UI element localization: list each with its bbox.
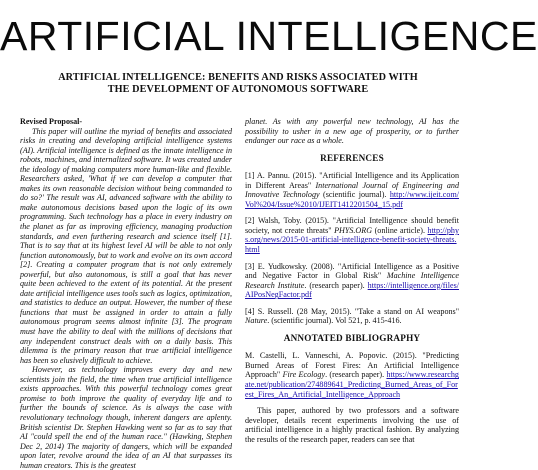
reference-2-link[interactable]: http://phys.org/news/2015-01-artificial-intelligence-benefit-society-threats.html bbox=[245, 225, 459, 255]
paper-title-line-2: THE DEVELOPMENT OF AUTONOMOUS SOFTWARE bbox=[107, 84, 369, 95]
annotated-bibliography-heading: ANNOTATED BIBLIOGRAPHY bbox=[283, 332, 421, 343]
left-column bbox=[20, 117, 232, 470]
reference-4-text: [4] S. Russell. (28 May, 2015). "Take a stand on AI weapons" bbox=[245, 306, 459, 316]
reference-3-journal: Machine Intelligence Research Institute bbox=[245, 271, 459, 290]
annotated-entry bbox=[245, 351, 459, 399]
reference-4-after: . (scientific journal). Vol 521, p. 415-416. bbox=[267, 316, 402, 326]
reference-2 bbox=[245, 216, 459, 254]
proposal-label: Revised Proposal- bbox=[20, 117, 83, 126]
annotated-summary: This paper, authored by two professors and a software developer, details recent experiments involving the use of artificial intelligence in a highly practical fashion. By analyzing the results of the research paper, readers can see that bbox=[245, 406, 459, 444]
reference-3-after: . (research paper). bbox=[304, 280, 365, 290]
annotated-entry-link[interactable]: https://www.researchgate.net/publication/274889641_Predicting_Burned_Areas_of_Forest_Fires_An_Artificial_Intelligence_Approach bbox=[245, 370, 459, 399]
right-column bbox=[245, 117, 459, 444]
reference-1-link[interactable]: http://www.ijeit.com/Vol%204/Issue%2010/IJEIT1412201504_15.pdf bbox=[245, 190, 459, 209]
reference-3-text: [3] E. Yudkowsky. (2008). "Artificial Intelligence as a Positive and Negative Factor in Global Risk" bbox=[245, 261, 459, 281]
page-banner: ARTIFICIAL INTELLIGENCE bbox=[0, 13, 538, 59]
paper-title-line-1: ARTIFICIAL INTELLIGENCE: BENEFITS AND RISKS ASSOCIATED WITH bbox=[58, 72, 418, 83]
paper-title bbox=[20, 72, 456, 96]
reference-2-text: [2] Walsh, Toby. (2015). "Artificial Intelligence should benefit society, not create threats" bbox=[245, 216, 459, 235]
annotated-entry-text: M. Castelli, L. Vanneschi, A. Popovic. (2015). "Predicting Burned Areas of Forest Fires: An Artificial Intelligence Approach" bbox=[245, 351, 459, 380]
proposal-paragraph-1: This paper will outline the myriad of benefits and associated risks in creating and developing artificial intelligence systems (AI). Artificial intelligence is defined as the innate intelligence in robots, machines, and internalized software. It was created under the ideology of making computers more human-like and flexible. Researchers asked, 'What if we can develop a computer that makes its own reasonable decision without being commanded to do so?' The result was AI, advanced software with the ability to make autonomous decisions based upon the logic of its own programming. Such technology has a place in every industry on the planet as far as improving efficiency, managing production standards, and even furthering research and science itself [1]. That is to say that at its highest level AI will be able to not only function autonomously, but to work and evolve on its own accord [2]. Creating a computer program that is not only extremely powerful, but also autonomous, is still a goal that has never quite been achieved to the extent of its potential. At the present date artificial intelligence uses tools such as logics, optimization, and statistics to deduce an output. However, the number of these functions that must be assigned in order to attain a fully autonomous program seems almost infinite [3]. The program must have the ability to deal with the millions of decisions that any independent construct deals with on a daily basis. This dilemma is the primary reason that true artificial intelligence has been so elusively difficult to achieve. bbox=[20, 126, 232, 365]
proposal-continuation: planet. As with any powerful new technology, AI has the possibility to usher in a new age of prosperity, or to further endanger our race as a whole. bbox=[245, 117, 459, 146]
reference-1-text: [1] A. Pannu. (2015). "Artificial Intelligence and its Application in Different Areas" bbox=[245, 171, 459, 190]
proposal-paragraph-2: However, as technology improves every day and new scientists join the field, the time when true artificial intelligence exists approaches. With this powerful technology comes great promise to both improve the quality of everyday life and to further the bounds of science. As is always the case with revolutionary technology though, inherent dangers are aplenty. British scientist Dr. Stephen Hawking went so far as to say that AI "could spell the end of the human race." (Hawking, Stephen Dec 2, 2014) The majority of dangers, which will be expanded upon later, revolve around the idea of an AI that surpasses its human creators. This is the greatest bbox=[20, 365, 232, 470]
reference-4-journal: Nature bbox=[245, 316, 268, 326]
annotated-entry-journal: Fire Ecology bbox=[282, 370, 326, 380]
reference-4 bbox=[245, 307, 459, 326]
annotated-entry-after: . (research paper). bbox=[325, 370, 385, 380]
reference-2-journal: PHYS.ORG bbox=[334, 225, 373, 235]
references-heading: REFERENCES bbox=[320, 152, 384, 163]
reference-2-after: (online article). bbox=[372, 225, 425, 235]
reference-3-link[interactable]: https://intelligence.org/files/AIPosNegFactor.pdf bbox=[245, 280, 459, 300]
reference-1 bbox=[245, 171, 459, 209]
reference-3 bbox=[245, 262, 459, 300]
reference-1-journal: International Journal of Engineering and Innovative Technology bbox=[245, 180, 459, 200]
reference-1-after: (scientific journal). bbox=[319, 190, 387, 200]
